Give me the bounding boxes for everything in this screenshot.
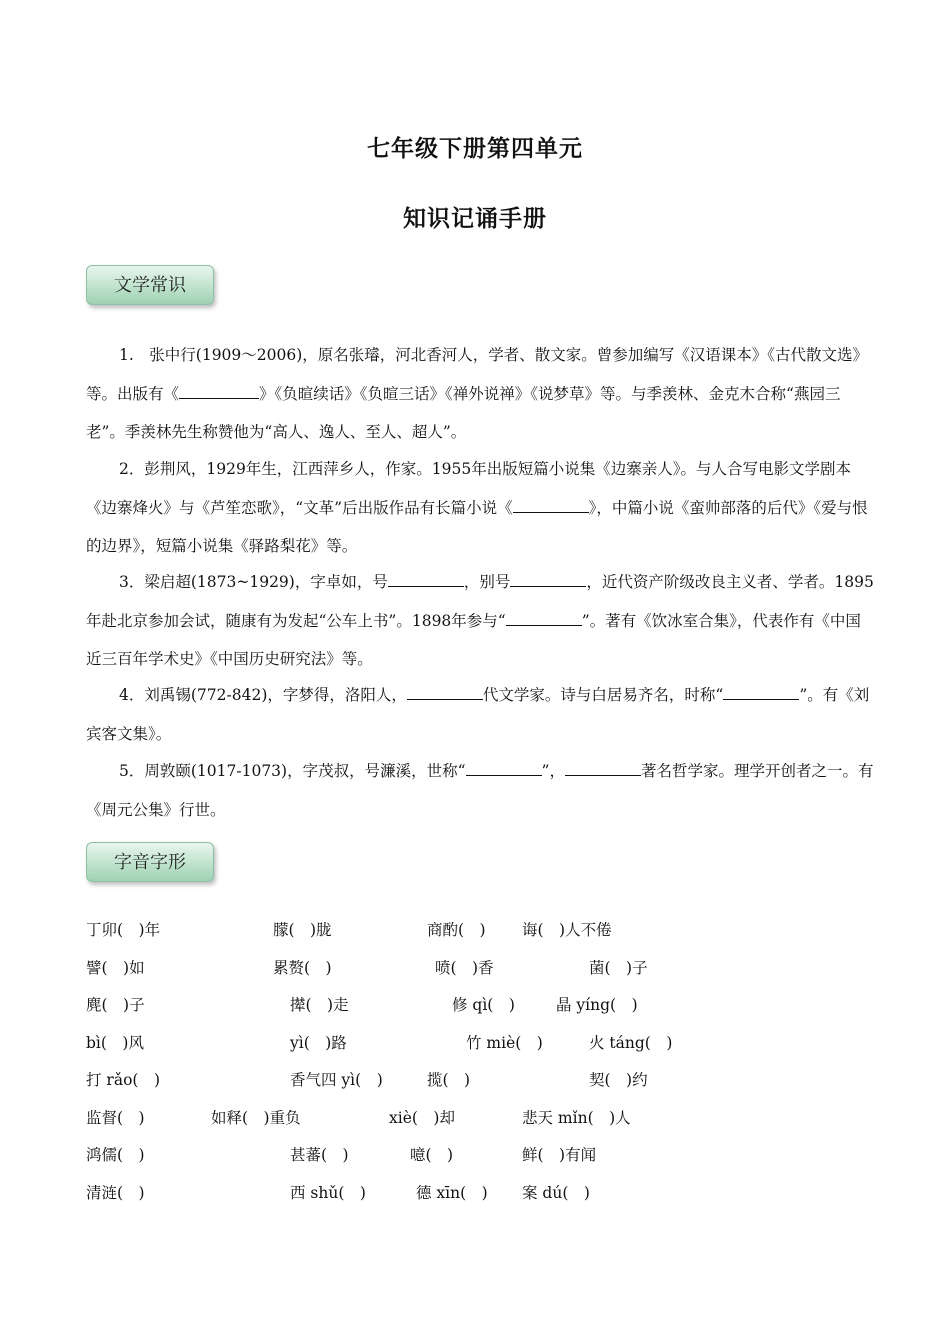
pronunciation-item[interactable]: 竹 miè( ) <box>466 1034 543 1052</box>
pronunciation-item[interactable]: 甚蕃( ) <box>290 1146 349 1164</box>
pronunciation-item[interactable]: 案 dú( ) <box>522 1184 590 1202</box>
pronunciation-item[interactable]: 如释( )重负 <box>211 1109 301 1127</box>
pronunciation-item[interactable]: 监督( ) <box>86 1109 145 1127</box>
pronunciation-item[interactable]: 香气四 yì( ) <box>290 1071 383 1089</box>
pronunciation-item[interactable]: 西 shǔ( ) <box>290 1184 366 1202</box>
pronunciation-item[interactable]: 菌( )子 <box>589 959 648 977</box>
pronunciation-row <box>0 918 950 948</box>
pronunciation-row <box>0 1181 950 1211</box>
pronunciation-item[interactable]: xiè( )却 <box>389 1109 455 1127</box>
pronunciation-row <box>0 1106 950 1136</box>
fill-blank[interactable] <box>506 609 582 626</box>
section-label-pronunciation: 字音字形 <box>86 842 214 882</box>
pronunciation-item[interactable]: 诲( )人不倦 <box>522 921 612 939</box>
pronunciation-item[interactable]: 悲天 mǐn( )人 <box>522 1109 631 1127</box>
pronunciation-item[interactable]: 喷( )香 <box>435 959 494 977</box>
pronunciation-row <box>0 1031 950 1061</box>
pronunciation-item[interactable]: 揽( ) <box>427 1071 471 1089</box>
fill-blank[interactable] <box>407 683 483 700</box>
pronunciation-row <box>0 993 950 1023</box>
pronunciation-item[interactable]: 清涟( ) <box>86 1184 145 1202</box>
literature-item-5: 5．周敦颐(1017-1073)，字茂叔，号濂溪，世称“ ”， 著名哲学家。理学开创者之一。有《周元公集》行世。 <box>86 752 876 829</box>
pronunciation-item[interactable]: 鲜( )有闻 <box>522 1146 597 1164</box>
fill-blank[interactable] <box>179 382 259 399</box>
pronunciation-item[interactable]: 撵( )走 <box>290 996 349 1014</box>
literature-item-4: 4．刘禹锡(772-842)，字梦得，洛阳人， 代文学家。诗与白居易齐名，时称“ ”。有《刘宾客文集》。 <box>86 676 876 753</box>
section-label-literature: 文学常识 <box>86 265 214 305</box>
pronunciation-item[interactable]: 累赘( ) <box>273 959 332 977</box>
pronunciation-item[interactable]: 打 rǎo( ) <box>86 1071 161 1089</box>
fill-blank[interactable] <box>513 496 589 513</box>
pronunciation-item[interactable]: 契( )约 <box>589 1071 648 1089</box>
pronunciation-item[interactable]: 火 táng( ) <box>589 1034 673 1052</box>
page-subtitle: 知识记诵手册 <box>403 205 547 232</box>
literature-item-2: 2．彭荆风，1929年生，江西萍乡人，作家。1955年出版短篇小说集《边寨亲人》。与人合写电影文学剧本《边寨烽火》与《芦笙恋歌》，“文革”后出版作品有长篇小说《 》，中篇小说《蛮帅部落的后代》《爱与恨的边界》，短篇小说集《驿路梨花》等。 <box>86 460 868 555</box>
pronunciation-item[interactable]: 修 qì( ) <box>452 996 515 1014</box>
literature-item-1: 1. 张中行(1909～2006)，原名张璿，河北香河人，学者、散文家。曾参加编写《汉语课本》《古代散文选》等。出版有《 》《负暄续话》《负暄三话》《禅外说禅》《说梦草》等。与季羡林、金克木合称“燕园三老”。季羡林先生称赞他为“高人、逸人、至人、超人”。 <box>86 346 869 441</box>
fill-blank[interactable] <box>723 683 799 700</box>
pronunciation-item[interactable]: 朦( )胧 <box>273 921 332 939</box>
pronunciation-row <box>0 1068 950 1098</box>
fill-blank[interactable] <box>510 570 586 587</box>
literature-item-3: 3．梁启超(1873~1929)，字卓如，号 ，别号 ，近代资产阶级改良主义者、学者。1895年赴北京参加会试，随康有为发起“公车上书”。1898年参与“ ”。著有《饮冰室合集》，代表作有《中国近三百年学术史》《中国历史研究法》等。 <box>86 563 876 679</box>
pronunciation-item[interactable]: 晶 yíng( ) <box>556 996 638 1014</box>
pronunciation-item[interactable]: 丁卯( )年 <box>86 921 161 939</box>
fill-blank[interactable] <box>388 570 464 587</box>
page-title: 七年级下册第四单元 <box>367 135 583 162</box>
pronunciation-row <box>0 1143 950 1173</box>
pronunciation-item[interactable]: 噫( ) <box>410 1146 454 1164</box>
pronunciation-row <box>0 956 950 986</box>
pronunciation-item[interactable]: 譬( )如 <box>86 959 145 977</box>
pronunciation-item[interactable]: yì( )路 <box>290 1034 347 1052</box>
pronunciation-item[interactable]: 麂( )子 <box>86 996 145 1014</box>
pronunciation-item[interactable]: bì( )风 <box>86 1034 144 1052</box>
pronunciation-item[interactable]: 鸿儒( ) <box>86 1146 145 1164</box>
fill-blank[interactable] <box>565 759 641 776</box>
pronunciation-item[interactable]: 德 xīn( ) <box>416 1184 488 1202</box>
pronunciation-item[interactable]: 商酌( ) <box>427 921 486 939</box>
fill-blank[interactable] <box>466 759 542 776</box>
